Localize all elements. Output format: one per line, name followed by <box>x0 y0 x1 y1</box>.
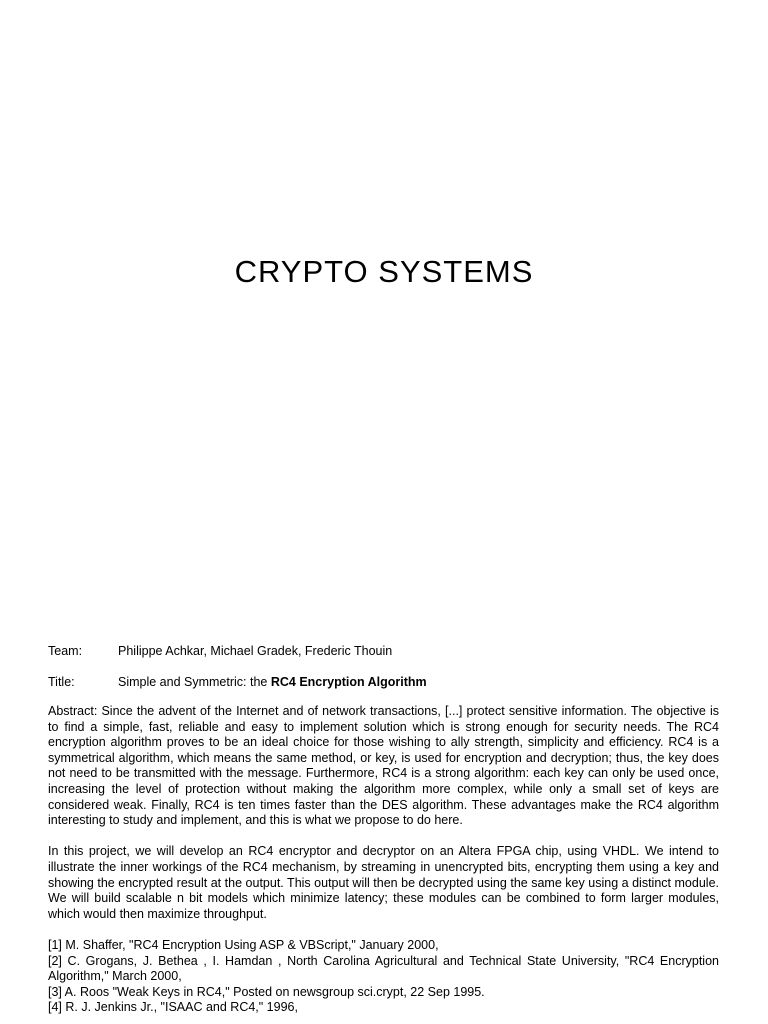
reference-item: [4] R. J. Jenkins Jr., "ISAAC and RC4," 1996, <box>48 1000 298 1015</box>
references-list <box>48 938 719 1016</box>
reference-item: [1] M. Shaffer, "RC4 Encryption Using ASP & VBScript," January 2000, <box>48 937 439 952</box>
project-title-row <box>48 674 427 690</box>
document-title: CRYPTO SYSTEMS <box>234 254 534 289</box>
team-members: Philippe Achkar, Michael Gradek, Frederic Thouin <box>118 644 393 658</box>
project-title-label: Title: <box>48 675 75 689</box>
project-title-value <box>118 674 427 690</box>
document-body <box>48 704 719 1016</box>
team-label: Team: <box>48 644 83 658</box>
project-title-emphasis: RC4 Encryption Algorithm <box>270 675 427 689</box>
reference-item: [3] A. Roos "Weak Keys in RC4," Posted on newsgroup sci.crypt, 22 Sep 1995. <box>48 984 485 999</box>
project-paragraph: In this project, we will develop an RC4 encryptor and decryptor on an Altera FPGA chip, using VHDL. We intend to illustrate the inner workings of the RC4 mechanism, by streaming in unencrypted bits, encrypting them using a key and showing the encrypted result at the output. This output will then be decrypted using the same key using a distinct module. We will build scalable n bit models which minimize latency; these modules can be combined to form larger modules, which would then maximize throughput. <box>48 844 719 921</box>
abstract-paragraph: Abstract: Since the advent of the Internet and of network transactions, [...] protect sensitive information. The objective is to find a simple, fast, reliable and easy to implement solution which is strong enough for security needs. The RC4 encryption algorithm proves to be an ideal choice for those wishing to ally strength, simplicity and efficiency. RC4 is a symmetrical algorithm, which means the same method, or key, is used for encryption and decryption; thus, the key does not need to be transmitted with the message. Furthermore, RC4 is a strong algorithm: each key can only be used once, increasing the level of protection without making the algorithm more complex, while only a small set of keys are considered weak. Finally, RC4 is ten times faster than the DES algorithm. These advantages make the RC4 algorithm interesting to study and implement, and this is what we propose to do here. <box>48 704 719 828</box>
reference-item: [2] C. Grogans, J. Bethea , I. Hamdan , North Carolina Agricultural and Technical State University, "RC4 Encryption Algorithm," March 2000, <box>48 953 719 984</box>
team-row <box>48 643 392 659</box>
project-title-prefix: Simple and Symmetric: the <box>118 675 271 689</box>
